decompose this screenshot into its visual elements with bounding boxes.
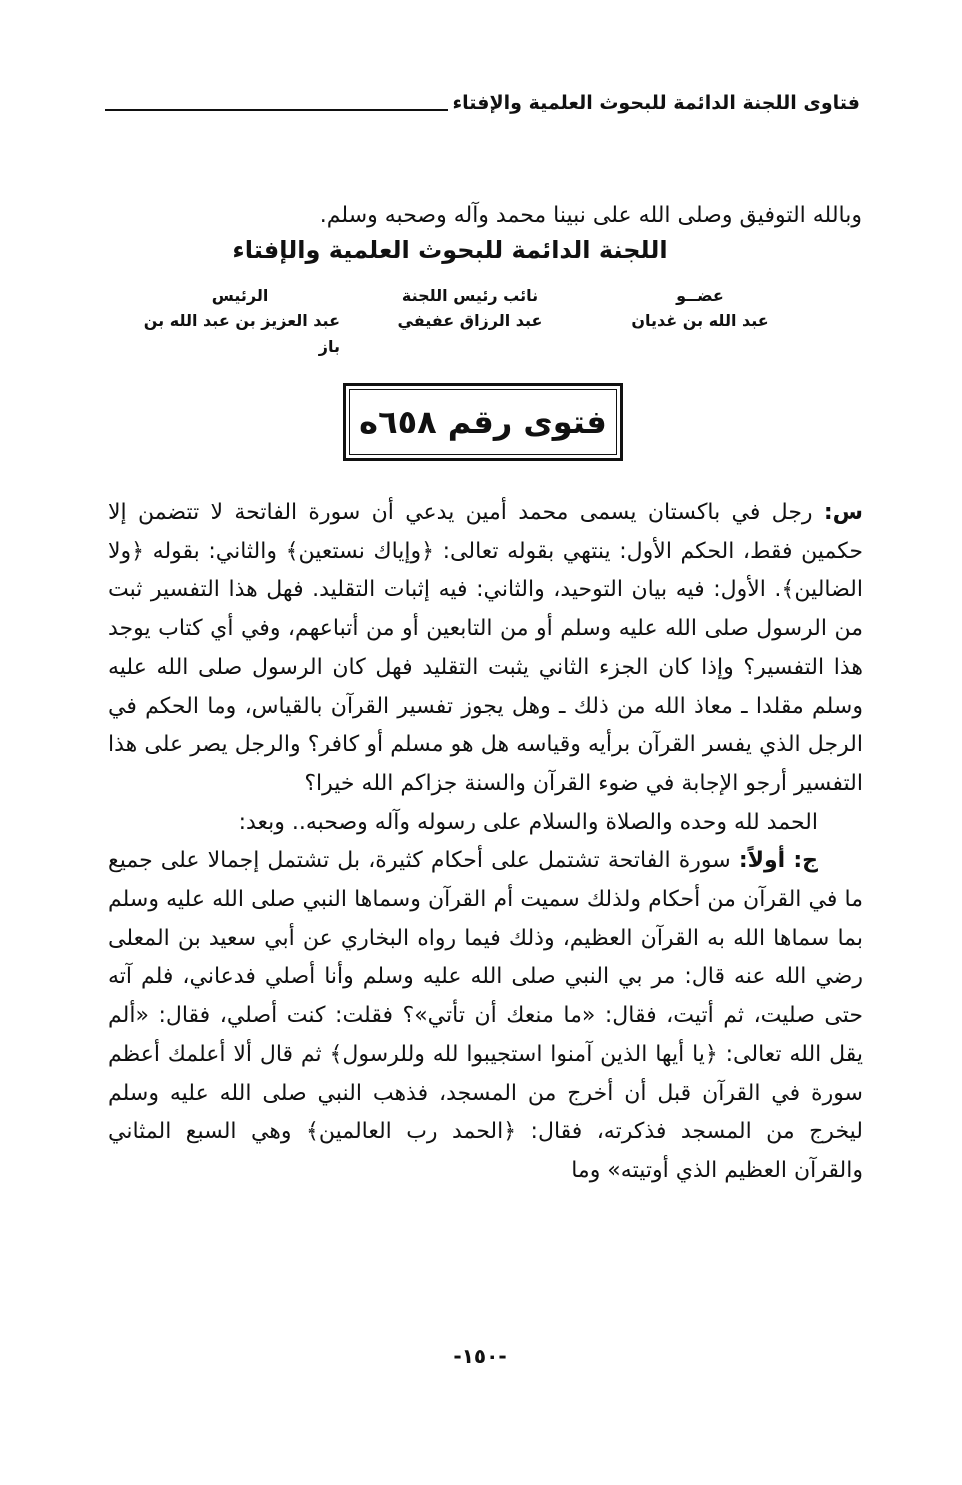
- closing-text: وبالله التوفيق وصلى الله على نبينا محمد وآله وصحبه وسلم.: [319, 203, 862, 228]
- signature-vice-chair: [370, 284, 570, 360]
- committee-name: اللجنة الدائمة للبحوث العلمية والإفتاء: [232, 236, 668, 264]
- answer-label: ج:: [793, 848, 818, 874]
- header-title: فتاوى اللجنة الدائمة للبحوث العلمية والإفتاء: [452, 92, 860, 114]
- signature-name: عبد الرزاق عفيفي: [397, 311, 543, 330]
- signature-role: عضــو: [676, 286, 724, 305]
- answer-first-marker: أولاً:: [738, 848, 786, 874]
- page-number: -١٥٠-: [453, 1344, 507, 1368]
- answer-paragraph: [108, 842, 863, 1190]
- signature-block: [140, 284, 800, 360]
- signature-role: نائب رئيس اللجنة: [401, 286, 539, 305]
- signature-name: عبد الله بن غديان: [631, 311, 769, 330]
- answer-praise: الحمد لله وحده والصلاة والسلام على رسوله وآله وصحبه.. وبعد:: [238, 809, 818, 835]
- question-paragraph: [108, 494, 863, 804]
- answer-text: سورة الفاتحة تشتمل على أحكام كثيرة، بل تشتمل إجمالا على جميع ما في القرآن من أحكام ولذلك سميت أم القرآن وسماها النبي صلى الله عليه وسلم بما سماها الله به القرآن العظيم، وذلك فيما رواه البخاري عن أبي سعيد بن المعلى رضي الله عنه قال: مر بي النبي صلى الله عليه وسلم وأنا أصلي فدعاني، فلم آته حتى صليت، ثم أتيت، فقال: «ما منعك أن تأتي»؟ فقلت: كنت أصلي، فقال: «ألم يقل الله تعالى: ﴿يا أيها الذين آمنوا استجيبوا لله وللرسول﴾ ثم قال ألا أعلمك أعظم سورة في القرآن قبل أن أخرج من المسجد، فذهب النبي صلى الله عليه وسلم ليخرج من المسجد فذكرته، فقال: ﴿الحمد رب العالمين﴾ وهي السبع المثاني والقرآن العظيم الذي أوتيته» وما: [108, 848, 863, 1183]
- signature-name: عبد العزيز بن عبد الله بن باز: [143, 311, 340, 356]
- running-header: [105, 88, 860, 114]
- fatwa-title: فتوى رقم ٦٥٨ه: [359, 403, 607, 441]
- signature-member: [600, 284, 800, 360]
- header-rule: [105, 109, 448, 111]
- signature-role: الرئيس: [211, 286, 269, 305]
- question-label: س:: [823, 500, 863, 525]
- signature-chair: [140, 284, 340, 360]
- fatwa-title-box: [343, 383, 623, 461]
- fatwa-body: [108, 494, 863, 1191]
- question-text: رجل في باكستان يسمى محمد أمين يدعي أن سورة الفاتحة لا تتضمن إلا حكمين فقط، الحكم الأول: ينتهي بقوله تعالى: ﴿وإياك نستعين﴾ والثاني: بقوله ﴿ولا الضالين﴾. الأول: فيه بيان التوحيد، والثاني: فيه إثبات التقليد. فهل هذا التفسير ثبت من الرسول صلى الله عليه وسلم أو من التابعين أو من أتباعهم، وفي أي كتاب يوجد هذا التفسير؟ وإذا كان الجزء الثاني يثبت التقليد فهل كان الرسول صلى الله عليه وسلم مقلدا ـ معاذ الله من ذلك ـ وهل يجوز تفسير القرآن بالقياس، وما الحكم في الرجل الذي يفسر القرآن برأيه وقياسه هل هو مسلم أو كافر؟ والرجل يصر على هذا التفسير أرجو الإجابة في ضوء القرآن والسنة جزاكم الله خيرا؟: [108, 500, 863, 796]
